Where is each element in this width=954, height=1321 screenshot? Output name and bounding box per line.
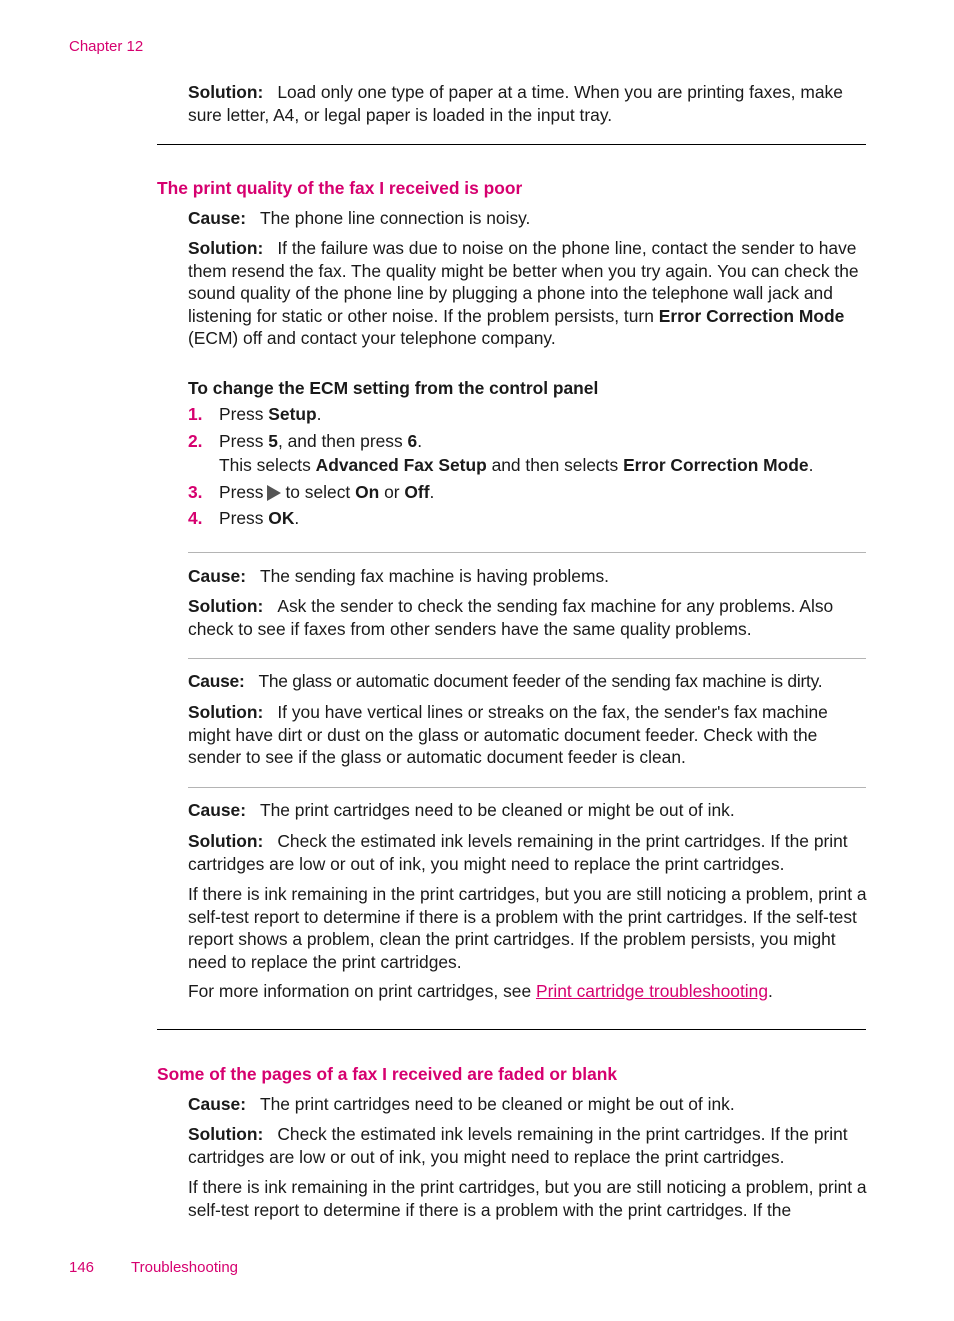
chapter-header: Chapter 12	[69, 38, 144, 55]
section-heading: Some of the pages of a fax I received are faded or blank	[157, 1064, 618, 1084]
cause-divider	[188, 552, 866, 553]
solution-label: Solution:	[188, 82, 264, 102]
cause-divider	[188, 658, 866, 659]
step-detail: This selects Advanced Fax Setup and then selects Error Correction Mode.	[219, 455, 814, 475]
solution-paragraph: Solution: Ask the sender to check the sending fax machine for any problems. Also check to see if faxes from other senders have the same quality problems.	[188, 596, 834, 639]
step-number: 3.	[188, 482, 203, 502]
solution-paragraph: Solution: If you have vertical lines or streaks on the fax, the sender's fax machine might have dirt or dust on the glass or automatic document feeder. Check with the sender to see if the glass or automatic document feeder is clean.	[188, 702, 828, 767]
step-text: Press Setup.	[219, 404, 322, 424]
section-divider	[157, 1029, 866, 1030]
cause-divider	[188, 787, 866, 788]
solution-paragraph: Solution: If the failure was due to noise on the phone line, contact the sender to have them resend the fax. The quality might be better when you try again. You can check the sound quality of the phone line by plugging a phone into the telephone wall jack and listening for static or other noise. If the problem persists, turn Error Correction Mode (ECM) off and contact your telephone company.	[188, 238, 859, 348]
step-number: 1.	[188, 404, 203, 424]
body-paragraph: If there is ink remaining in the print cartridges, but you are still noticing a problem, print a self-test report to determine if there is a problem with the print cartridges. If the self-test report shows a problem, clean the print cartridges. If the problem persists, you might need to replace the print cartridges.	[188, 884, 867, 972]
right-arrow-icon	[267, 485, 281, 501]
step-text: Press 5, and then press 6.	[219, 431, 423, 451]
step-text: Press OK.	[219, 508, 300, 528]
cause-paragraph: Cause: The sending fax machine is having problems.	[188, 566, 609, 586]
print-cartridge-troubleshooting-link[interactable]: Print cartridge troubleshooting	[535, 981, 768, 1001]
more-info-paragraph: For more information on print cartridges, see Print cartridge troubleshooting.	[188, 981, 773, 1001]
section-divider	[157, 144, 866, 145]
footer-section: Troubleshooting	[131, 1259, 239, 1276]
solution-paragraph: Solution: Check the estimated ink levels remaining in the print cartridges. If the print cartridges are low or out of ink, you might need to replace the print cartridges.	[188, 1124, 848, 1167]
section-heading: The print quality of the fax I received is poor	[157, 178, 523, 198]
body-paragraph: If there is ink remaining in the print cartridges, but you are still noticing a problem, print a self-test report to determine if there is a problem with the print cartridges. If the	[188, 1177, 867, 1220]
page-number: 146	[69, 1259, 95, 1276]
procedure-title: To change the ECM setting from the control panel	[188, 378, 599, 398]
cause-paragraph: Cause: The print cartridges need to be cleaned or might be out of ink.	[188, 800, 735, 820]
cause-paragraph: Cause: The phone line connection is noisy.	[188, 208, 531, 228]
cause-paragraph: Cause: The glass or automatic document feeder of the sending fax machine is dirty.	[188, 671, 823, 691]
step-text: Press to select On or Off.	[219, 482, 435, 502]
step-number: 2.	[188, 431, 203, 451]
solution-paragraph: Solution: Load only one type of paper at a time. When you are printing faxes, make sure letter, A4, or legal paper is loaded in the input tray.	[188, 82, 843, 125]
cause-paragraph: Cause: The print cartridges need to be cleaned or might be out of ink.	[188, 1094, 735, 1114]
solution-paragraph: Solution: Check the estimated ink levels remaining in the print cartridges. If the print cartridges are low or out of ink, you might need to replace the print cartridges.	[188, 831, 848, 874]
step-number: 4.	[188, 508, 203, 528]
